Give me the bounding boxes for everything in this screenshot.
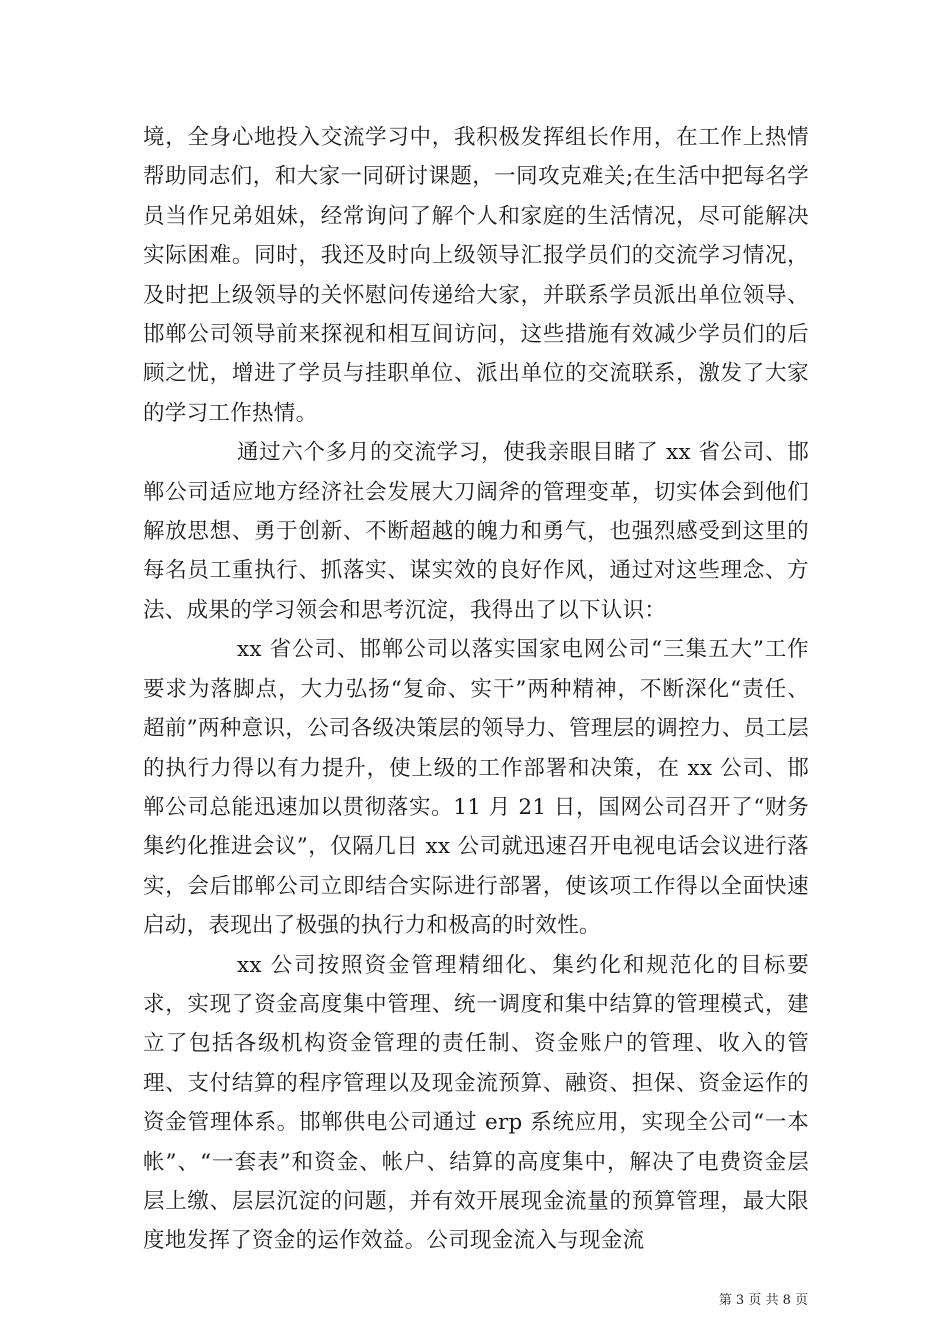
paragraph-3: xx 省公司、邯郸公司以落实国家电网公司“三集五大”工作要求为落脚点，大力弘扬“复命、实干”两种精神，不断深化“责任、超前”两种意识，公司各级决策层的领导力、管理层的调控力、员工层的执行力得以有力提升，使上级的工作部署和决策，在 xx 公司、邯郸公司总能迅速加以贯彻落实。11 月 21 日，国网公司召开了“财务集约化推进会议”，仅隔几日 xx 公司就迅速召开电视电话会议进行落实，会后邯郸公司立即结合实际进行部署，使该项工作得以全面快速启动，表现出了极强的执行力和极高的时效性。	[143, 637, 809, 939]
paragraph-2: 通过六个多月的交流学习，使我亲眼目睹了 xx 省公司、邯郸公司适应地方经济社会发展大刀阔斧的管理变革，切实体会到他们解放思想、勇于创新、不断超越的魄力和勇气，也强烈感受到这里的每名员工重执行、抓落实、谋实效的良好作风，通过对这些理念、方法、成果的学习领会和思考沉淀，我得出了以下认识：	[143, 440, 809, 623]
page-number-footer: 第 3 页 共 8 页	[718, 1293, 808, 1308]
paragraph-1: 境，全身心地投入交流学习中，我积极发挥组长作用，在工作上热情帮助同志们，和大家一同研讨课题，一同攻克难关;在生活中把每名学员当作兄弟姐妹，经常询问了解个人和家庭的生活情况，尽可能解决实际困难。同时，我还及时向上级领导汇报学员们的交流学习情况，及时把上级领导的关怀慰问传递给大家，并联系学员派出单位领导、邯郸公司领导前来探视和相互间访问，这些措施有效减少学员们的后顾之忧，增进了学员与挂职单位、派出单位的交流联系，激发了大家的学习工作热情。	[143, 125, 809, 426]
document-body	[143, 118, 809, 1261]
paragraph-4: xx 公司按照资金管理精细化、集约化和规范化的目标要求，实现了资金高度集中管理、统一调度和集中结算的管理模式，建立了包括各级机构资金管理的责任制、资金账户的管理、收入的管理、支付结算的程序管理以及现金流预算、融资、担保、资金运作的资金管理体系。邯郸供电公司通过 erp 系统应用，实现全公司“一本帐”、“一套表”和资金、帐户、结算的高度集中，解决了电费资金层层上缴、层层沉淀的问题，并有效开展现金流量的预算管理，最大限度地发挥了资金的运作效益。公司现金流入与现金流	[143, 952, 809, 1254]
